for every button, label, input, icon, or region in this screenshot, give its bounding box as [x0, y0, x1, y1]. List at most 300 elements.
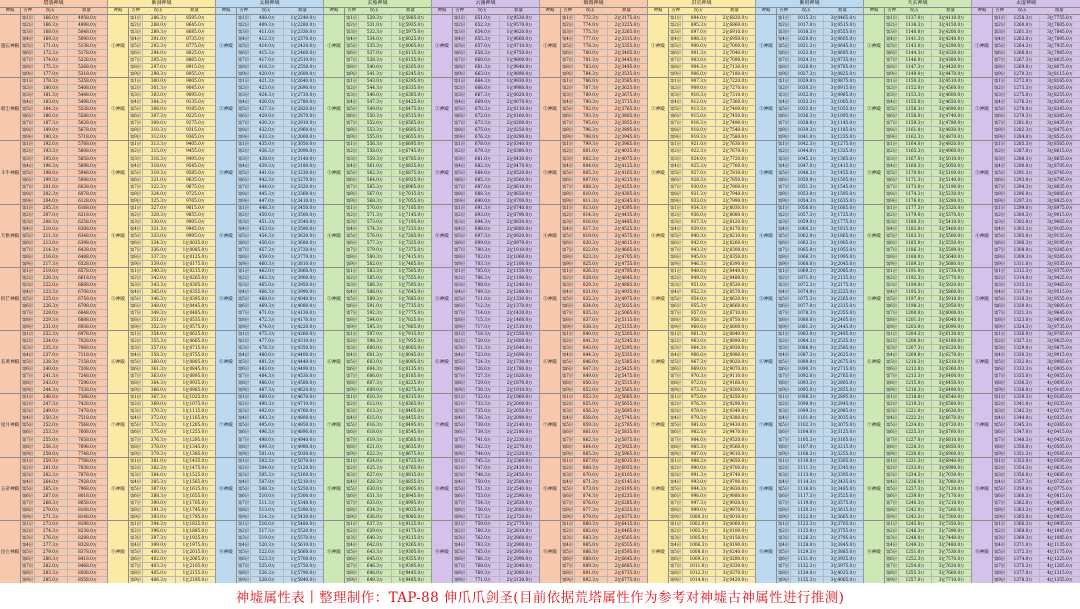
hp-cell: 1亿2690.0万 — [290, 85, 317, 91]
hp-cell: 5408.0万 — [78, 85, 97, 91]
hp-cell: 2亿5925.0万 — [614, 443, 641, 449]
floor-cell: 第4层 — [237, 99, 250, 105]
attack-cell: 1332.0万 — [1007, 359, 1040, 365]
floor-cell: 第5层 — [453, 296, 466, 302]
hp-cell: 8288.0万 — [78, 534, 97, 540]
attack-cell: 711.0万 — [467, 296, 500, 302]
hall-group — [324, 205, 431, 268]
table-row — [129, 352, 215, 359]
hall-group — [756, 141, 863, 204]
hp-cell: 1亿6335.0万 — [398, 85, 425, 91]
table-row — [345, 479, 431, 486]
hp-cell: 1亿3950.0万 — [290, 281, 317, 287]
table-row — [237, 324, 323, 330]
hp-cell: 5358.0万 — [78, 78, 97, 84]
table-row — [561, 240, 647, 247]
hp-cell: 2亿0610.0万 — [506, 183, 533, 189]
hp-cell: 3亿0785.0万 — [830, 64, 857, 70]
floor-cell: 第8层 — [669, 317, 682, 323]
floor-cell: 第3层 — [453, 281, 466, 287]
table-row — [129, 261, 215, 267]
attack-cell: 1303.3万 — [1007, 226, 1040, 232]
attack-cell: 1312.3万 — [1007, 268, 1040, 274]
hp-cell: 3亿7350.0万 — [938, 520, 965, 526]
attack-cell: 1294.3万 — [1007, 184, 1040, 190]
floor-cell: 第2层 — [561, 22, 574, 28]
table-row — [21, 261, 107, 267]
floor-cell: 第6层 — [669, 492, 682, 498]
table-row — [669, 493, 755, 500]
hall-name: ⑥神殿 — [216, 331, 237, 393]
floor-cell: 第9层 — [777, 387, 790, 393]
floor-cell: 第4层 — [993, 415, 1006, 421]
attack-cell: 480.0万 — [251, 352, 284, 358]
table-row — [885, 120, 971, 127]
attack-cell: 537.0万 — [359, 50, 392, 56]
attack-cell: 1339.3万 — [1007, 394, 1040, 400]
floor-cell: 第3层 — [561, 534, 574, 540]
attack-cell: 765.0万 — [467, 549, 500, 555]
table-row — [993, 528, 1080, 535]
table-row — [669, 345, 755, 352]
hp-cell: 1亿4530.0万 — [290, 373, 317, 379]
hall-name: ⑦神殿 — [972, 394, 993, 456]
hall-group — [972, 78, 1080, 141]
attack-cell: 733.3万 — [467, 401, 500, 407]
attack-cell: 1263.0万 — [1007, 36, 1040, 42]
hp-cell: 3亿0465.0万 — [830, 15, 857, 21]
floor-cell: 第4层 — [237, 478, 250, 484]
attack-cell: 1105.3万 — [791, 437, 824, 443]
attack-cell: 907.3万 — [683, 78, 716, 84]
hall-group — [216, 268, 323, 331]
table-row — [129, 184, 215, 191]
hp-cell: 1亿3140.0万 — [290, 155, 317, 161]
floor-cell: 第4层 — [885, 415, 898, 421]
attack-cell: 1329.0万 — [1007, 345, 1040, 351]
attack-cell: 946.3万 — [683, 261, 716, 267]
floor-cell: 第4层 — [21, 415, 34, 421]
attack-cell: 1051.3万 — [791, 184, 824, 190]
attack-cell: 262.3万 — [35, 472, 68, 478]
floor-cell: 第4层 — [453, 225, 466, 231]
table-row — [669, 92, 755, 99]
floor-cell: 第8层 — [453, 380, 466, 386]
attack-cell: 544.3万 — [359, 85, 392, 91]
table-row — [993, 366, 1080, 373]
attack-cell: 772.3万 — [575, 15, 608, 21]
floor-cell: 第5层 — [21, 232, 34, 238]
hp-cell: 6708.0万 — [78, 288, 97, 294]
attack-cell: 1357.3万 — [1007, 479, 1040, 485]
attack-cell: 307.3万 — [143, 113, 176, 119]
floor-cell: 第3层 — [237, 534, 250, 540]
hp-cell: 1亿4490.0万 — [290, 366, 317, 372]
attack-cell: 1131.0万 — [791, 556, 824, 562]
table-row — [129, 120, 215, 127]
attack-cell: 612.0万 — [359, 401, 392, 407]
floor-cell: 第4层 — [453, 99, 466, 105]
floor-cell: 第4层 — [885, 225, 898, 231]
table-row — [885, 394, 971, 401]
hp-cell: 5718.0万 — [78, 134, 97, 140]
hp-cell: 2亿2630.0万 — [506, 499, 533, 505]
floor-cell: 第9层 — [885, 324, 898, 330]
hall-group — [864, 15, 971, 78]
hp-cell: 1亿0215.0万 — [182, 267, 209, 273]
table-row — [345, 359, 431, 366]
header-floor: 古神 — [131, 8, 140, 13]
floor-cell: 第7层 — [669, 499, 682, 505]
table-row — [885, 212, 971, 219]
floor-cell: 第9层 — [345, 134, 358, 140]
hp-cell: 1亿7415.0万 — [398, 253, 425, 259]
table-row — [669, 85, 755, 92]
attack-cell: 963.0万 — [683, 338, 716, 344]
table-row — [993, 15, 1080, 22]
table-row — [993, 437, 1080, 444]
table-row — [237, 177, 323, 184]
table-row — [885, 528, 971, 535]
attack-cell: 781.3万 — [575, 57, 608, 63]
hp-cell: 2亿1600.0万 — [506, 338, 533, 344]
hp-cell: 1亿5480.0万 — [290, 520, 317, 526]
table-row — [669, 373, 755, 380]
hp-cell: 1亿7915.0万 — [398, 331, 425, 337]
hall-group — [540, 205, 647, 268]
table-row — [993, 415, 1080, 422]
hp-cell: 2亿9920.0万 — [722, 499, 749, 505]
hp-cell: 3亿9155.0万 — [1047, 232, 1073, 238]
table-row — [129, 296, 215, 303]
hp-cell: 3亿1725.0万 — [830, 211, 857, 217]
attack-cell: 996.0万 — [683, 493, 716, 499]
floor-cell: 第6层 — [453, 239, 466, 245]
floor-cell: 第6层 — [669, 303, 682, 309]
attack-cell: 1023.0万 — [791, 50, 824, 56]
hp-cell: 3亿1865.0万 — [830, 232, 857, 238]
floor-cell: 第8层 — [993, 190, 1006, 196]
table-row — [669, 437, 755, 444]
attack-cell: 184.3万 — [35, 106, 68, 112]
table-row — [21, 57, 107, 64]
hp-cell: 2亿0340.0万 — [506, 141, 533, 147]
attack-cell: 222.0万 — [35, 282, 68, 288]
hp-cell: 2亿3535.0万 — [614, 71, 641, 77]
attack-cell: 1236.0万 — [899, 479, 932, 485]
table-row — [21, 198, 107, 204]
floor-cell: 第5层 — [669, 548, 682, 554]
floor-cell: 第1层 — [777, 78, 790, 84]
hp-cell: 2亿0470.0万 — [506, 162, 533, 168]
hp-cell: 2亿9880.0万 — [722, 492, 749, 498]
hp-cell: 2亿1820.0万 — [506, 373, 533, 379]
attack-cell: 363.0万 — [143, 373, 176, 379]
attack-cell: 592.3万 — [359, 310, 392, 316]
hp-cell: 3亿4065.0万 — [830, 577, 857, 583]
hp-cell: 3亿8075.0万 — [1047, 64, 1073, 70]
attack-cell: 1111.3万 — [791, 465, 824, 471]
hall-name: ①神殿 — [540, 15, 561, 77]
table-row — [561, 43, 647, 50]
hp-cell: 3亿6630.0万 — [938, 408, 965, 414]
hp-cell: 9275.0万 — [186, 120, 205, 126]
hp-cell: 1亿3050.0万 — [290, 141, 317, 147]
floor-cell: 第7层 — [129, 499, 142, 505]
hp-cell: 9995.0万 — [186, 232, 205, 238]
table-row — [345, 380, 431, 387]
hp-cell: 3亿0190.0万 — [722, 541, 749, 547]
floor-cell: 第3层 — [129, 155, 142, 161]
attack-cell: 850.3万 — [575, 380, 608, 386]
table-row — [345, 43, 431, 50]
attack-cell: 1005.0万 — [683, 535, 716, 541]
table-row — [669, 282, 755, 289]
attack-cell: 442.3万 — [251, 177, 284, 183]
table-row — [345, 282, 431, 289]
floor-cell: 第3层 — [669, 408, 682, 414]
table-row — [129, 408, 215, 415]
table-row — [21, 359, 107, 366]
attack-cell: 523.3万 — [251, 556, 284, 562]
attack-cell: 966.0万 — [683, 352, 716, 358]
hp-cell: 2亿0920.0万 — [506, 232, 533, 238]
floor-cell: 第7层 — [561, 310, 574, 316]
table-row — [885, 156, 971, 163]
hp-cell: 7568.0万 — [78, 422, 97, 428]
table-row — [777, 92, 863, 99]
hp-cell: 3亿9195.0万 — [1047, 239, 1073, 245]
hall-name: ⑥神殿 — [540, 331, 561, 393]
floor-cell: 第5层 — [237, 422, 250, 428]
floor-cell: 第3层 — [453, 155, 466, 161]
attack-cell: 1062.0万 — [791, 233, 824, 239]
floor-cell: 第7层 — [129, 373, 142, 379]
attack-cell: 972.0万 — [683, 380, 716, 386]
hp-cell: 1亿6965.0万 — [398, 183, 425, 189]
hall-group — [216, 15, 323, 78]
hall-group — [432, 394, 539, 457]
table-row — [561, 359, 647, 366]
hp-cell: 9545.0万 — [186, 162, 205, 168]
attack-cell: 174.0万 — [35, 57, 68, 63]
floor-cell: 第1层 — [345, 267, 358, 273]
hp-cell: 2亿5025.0万 — [614, 303, 641, 309]
floor-cell: 第2层 — [993, 464, 1006, 470]
hall-group — [648, 521, 755, 583]
hp-cell: 2亿4615.0万 — [614, 239, 641, 245]
header-hp: 血量 — [946, 8, 955, 13]
hp-cell: 2亿6325.0万 — [614, 506, 641, 512]
header-hp: 血量 — [514, 8, 523, 13]
attack-cell: 252.0万 — [35, 422, 68, 428]
table-row — [777, 331, 863, 338]
table-row — [21, 219, 107, 226]
attack-cell: 685.3万 — [467, 177, 500, 183]
floor-cell: 第8层 — [21, 253, 34, 259]
hp-cell: 2亿2860.0万 — [506, 534, 533, 540]
floor-cell: 第9层 — [993, 197, 1006, 203]
table-row — [21, 422, 107, 429]
table-row — [453, 205, 539, 212]
attack-cell: 1326.0万 — [1007, 331, 1040, 337]
hp-cell: 1亿2870.0万 — [290, 113, 317, 119]
hall-name: ⑤神殿 — [108, 268, 129, 330]
floor-cell: 第5层 — [237, 43, 250, 49]
floor-cell: 第3层 — [885, 281, 898, 287]
floor-cell: 第6层 — [129, 303, 142, 309]
hp-cell: 1亿3180.0万 — [290, 162, 317, 168]
table-row — [777, 303, 863, 310]
column-header-row — [432, 8, 539, 15]
table-row — [453, 500, 539, 507]
hall-name: ⑧神殿 — [864, 458, 885, 520]
hp-cell: 2亿3225.0万 — [614, 22, 641, 28]
hp-cell: 3亿9555.0万 — [1047, 296, 1073, 302]
hp-cell: 1亿9570.0万 — [506, 22, 533, 28]
table-row — [669, 359, 755, 366]
table-row — [129, 500, 215, 507]
hp-cell: 9855.0万 — [186, 211, 205, 217]
floor-cell: 第8层 — [237, 127, 250, 133]
hp-cell: 2亿6415.0万 — [614, 520, 641, 526]
hp-cell: 3亿7210.0万 — [938, 499, 965, 505]
attack-cell: 861.0万 — [575, 429, 608, 435]
floor-cell: 第3层 — [885, 408, 898, 414]
attack-cell: 930.0万 — [683, 184, 716, 190]
hp-cell: 1亿0035.0万 — [182, 239, 209, 245]
table-row — [561, 120, 647, 127]
table-row — [345, 458, 431, 465]
attack-cell: 1141.3万 — [899, 36, 932, 42]
hp-cell: 1亿0085.0万 — [182, 246, 209, 252]
table-row — [453, 437, 539, 444]
attack-cell: 699.0万 — [467, 240, 500, 246]
attack-cell: 1221.0万 — [899, 408, 932, 414]
table-row — [345, 317, 431, 324]
table-row — [669, 261, 755, 267]
header-hp: 血量 — [190, 8, 199, 13]
attack-cell: 546.0万 — [359, 92, 392, 98]
hp-cell: 2亿8300.0万 — [722, 246, 749, 252]
table-row — [777, 563, 863, 570]
table-row — [345, 331, 431, 338]
attack-cell: 943.3万 — [683, 247, 716, 253]
hp-cell: 2亿7580.0万 — [722, 134, 749, 140]
attack-cell: 264.0万 — [35, 479, 68, 485]
attack-cell: 238.3万 — [35, 359, 68, 365]
hall-name: ①神殿 — [972, 15, 993, 77]
table-row — [885, 500, 971, 507]
hp-cell: 8915.0万 — [186, 64, 205, 70]
attack-cell: 1164.0万 — [899, 141, 932, 147]
floor-cell: 第9层 — [453, 450, 466, 456]
table-row — [561, 373, 647, 380]
hp-cell: 1亿6515.0万 — [398, 113, 425, 119]
hp-cell: 1亿6065.0万 — [398, 43, 425, 49]
table-row — [237, 184, 323, 191]
floor-cell: 第6层 — [561, 50, 574, 56]
floor-cell: 第6层 — [21, 50, 34, 56]
floor-cell: 第2层 — [21, 527, 34, 533]
table-row — [993, 113, 1080, 120]
hp-cell: 1亿4440.0万 — [290, 359, 317, 365]
floor-cell: 第4层 — [669, 225, 682, 231]
hp-cell: 3亿7080.0万 — [938, 478, 965, 484]
table-row — [345, 148, 431, 155]
attack-cell: 370.3万 — [143, 408, 176, 414]
attack-cell: 322.3万 — [143, 184, 176, 190]
table-row — [21, 500, 107, 507]
hp-cell: 1亿0625.0万 — [182, 331, 209, 337]
table-row — [993, 261, 1080, 267]
attack-cell: 637.3万 — [359, 521, 392, 527]
floor-cell: 第6层 — [237, 492, 250, 498]
attack-cell: 1251.0万 — [899, 549, 932, 555]
table-row — [345, 556, 431, 563]
floor-cell: 第1层 — [21, 204, 34, 210]
attack-cell: 1003.3万 — [683, 528, 716, 534]
hp-cell: 1亿4800.0万 — [290, 415, 317, 421]
hp-cell: 2亿1240.0万 — [506, 281, 533, 287]
floor-cell: 第6层 — [345, 366, 358, 372]
table-row — [669, 226, 755, 233]
table-row — [885, 444, 971, 451]
floor-cell: 第7层 — [237, 183, 250, 189]
table-row — [993, 50, 1080, 57]
floor-cell: 第1层 — [237, 394, 250, 400]
hall-name: ②神殿 — [864, 78, 885, 140]
hp-cell: 3亿9785.0万 — [1047, 331, 1073, 337]
table-row — [237, 127, 323, 134]
floor-cell: 第8层 — [885, 190, 898, 196]
table-row — [237, 415, 323, 422]
hp-cell: 2亿4705.0万 — [614, 253, 641, 259]
hall-name: 天枢神殿 — [0, 205, 21, 267]
hall-name: ⑤神殿 — [648, 268, 669, 330]
attack-cell: 1191.0万 — [899, 268, 932, 274]
floor-cell: 第8层 — [21, 506, 34, 512]
attack-cell: 298.3万 — [143, 71, 176, 77]
attack-cell: 484.3万 — [251, 373, 284, 379]
table-row — [345, 310, 431, 317]
floor-cell: 第2层 — [561, 338, 574, 344]
table-row — [129, 415, 215, 422]
attack-cell: 1269.0万 — [1007, 64, 1040, 70]
attack-cell: 1098.0万 — [791, 401, 824, 407]
hall-name: 昆仑神殿 — [0, 521, 21, 583]
table-row — [993, 352, 1080, 359]
attack-cell: 1080.0万 — [791, 317, 824, 323]
attack-cell: 1120.3万 — [791, 507, 824, 513]
attack-cell: 1296.0万 — [1007, 191, 1040, 197]
hp-cell: 2亿6105.0万 — [614, 471, 641, 477]
table-row — [21, 549, 107, 556]
hp-cell: 5768.0万 — [78, 141, 97, 147]
table-row — [21, 113, 107, 120]
hp-cell: 9045.0万 — [186, 85, 205, 91]
attack-cell: 373.3万 — [143, 422, 176, 428]
table-row — [561, 451, 647, 457]
hp-cell: 2亿9740.0万 — [722, 471, 749, 477]
table-row — [777, 479, 863, 486]
attack-cell: 259.3万 — [35, 458, 68, 464]
attack-cell: 838.3万 — [575, 324, 608, 330]
floor-cell: 第8层 — [237, 190, 250, 196]
floor-cell: 第1层 — [237, 78, 250, 84]
hp-cell: 3亿6490.0万 — [938, 387, 965, 393]
floor-cell: 第7层 — [237, 499, 250, 505]
